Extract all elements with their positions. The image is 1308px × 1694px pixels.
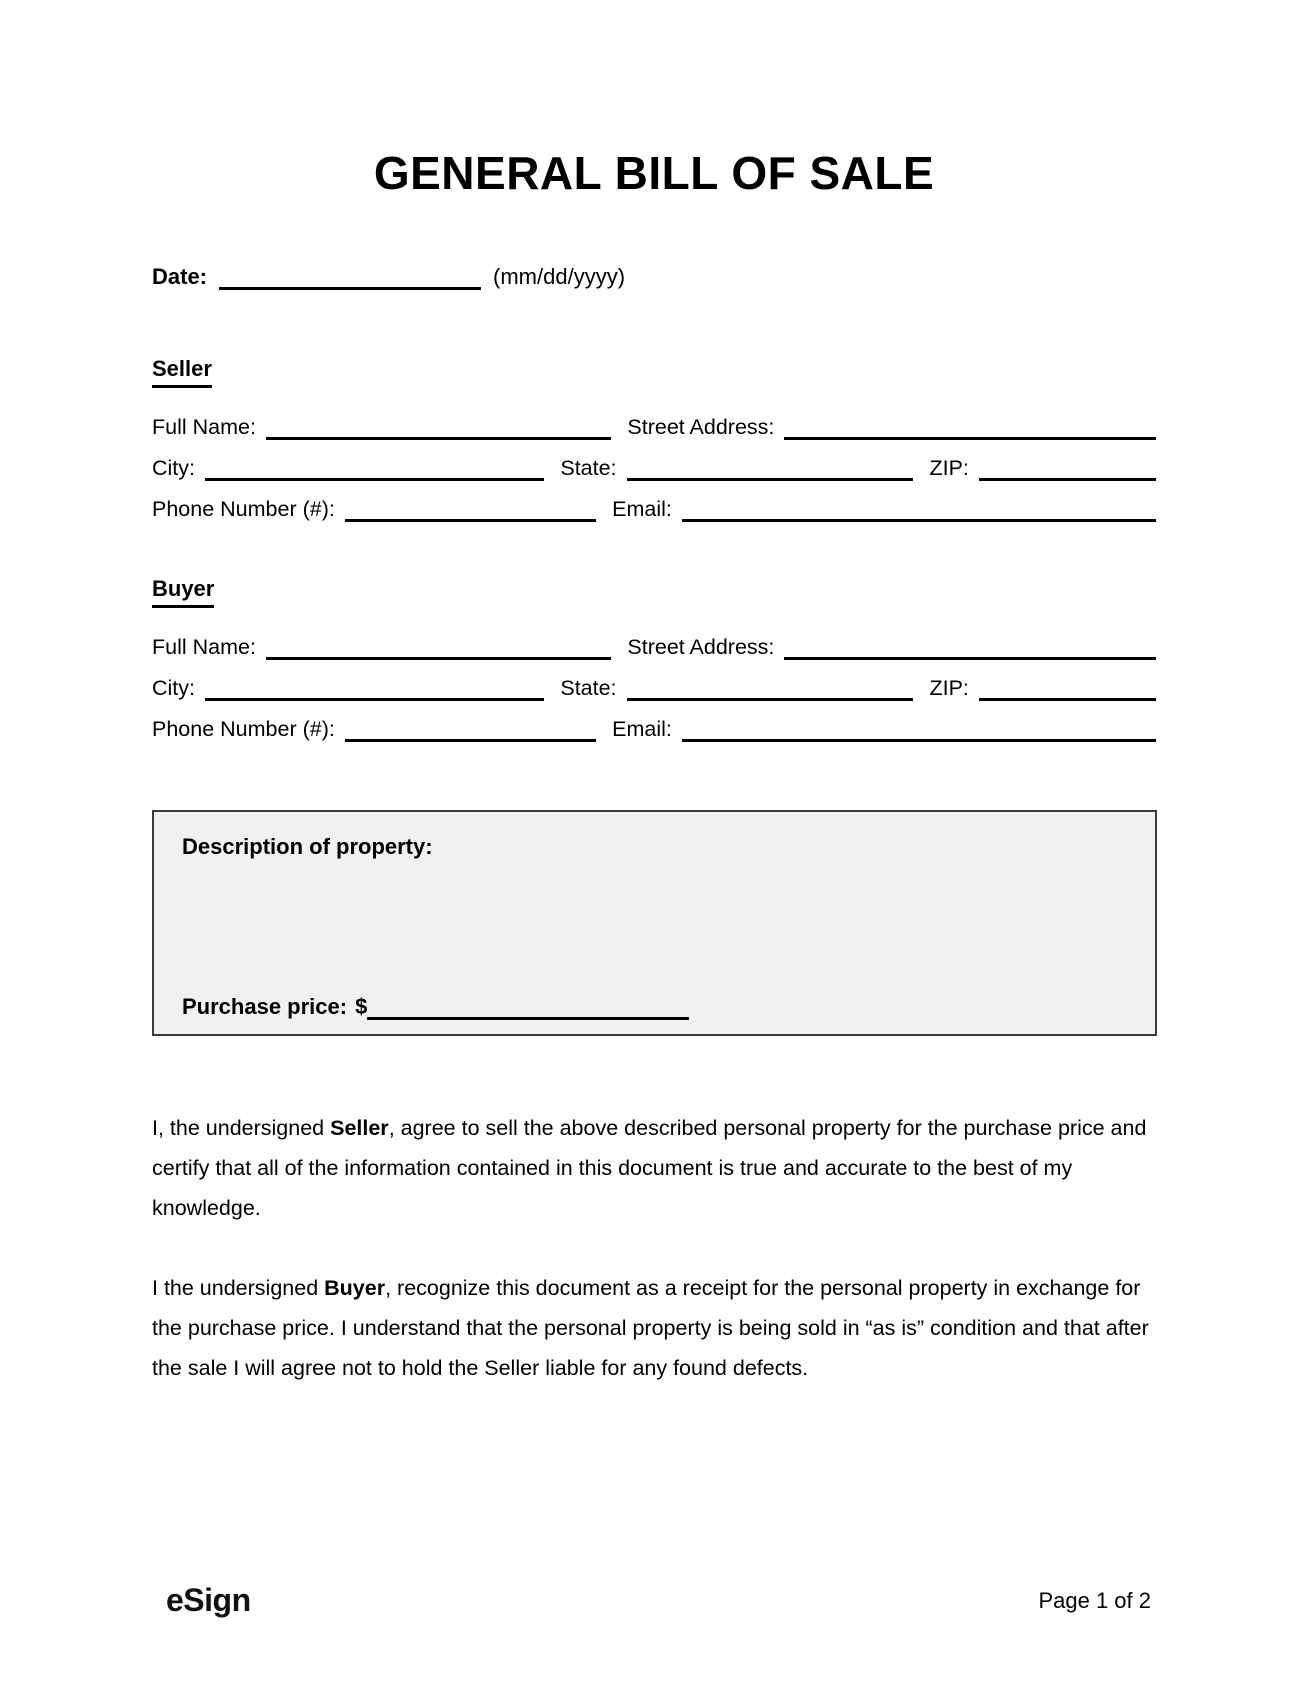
seller-street-address-line[interactable] — [784, 414, 1156, 440]
seller-state-line[interactable] — [627, 455, 914, 481]
purchase-price-label: Purchase price: — [182, 994, 348, 1019]
buyer-agreement-bold-word: Buyer — [324, 1276, 386, 1300]
buyer-heading: Buyer — [152, 576, 214, 608]
buyer-zip-line[interactable] — [979, 675, 1156, 701]
seller-state-label: State: — [560, 456, 617, 480]
buyer-full-name-line[interactable] — [266, 634, 611, 660]
date-row — [152, 264, 625, 290]
buyer-section — [152, 576, 1156, 742]
property-description-label: Description of property: — [182, 834, 433, 859]
seller-phone-line[interactable] — [345, 496, 596, 522]
seller-row-name-address — [152, 412, 1156, 440]
seller-fields — [152, 412, 1156, 522]
seller-agreement-suffix: , agree to sell the above described personal property for the purchase price and certify that all of the information contained in this document is true and accurate to the best of my knowledge. — [152, 1116, 1147, 1220]
purchase-price-row — [182, 994, 689, 1020]
buyer-state-label: State: — [560, 676, 617, 700]
seller-city-line[interactable] — [205, 455, 544, 481]
seller-heading: Seller — [152, 356, 212, 388]
seller-email-label: Email: — [612, 497, 672, 521]
seller-full-name-label: Full Name: — [152, 415, 256, 439]
buyer-fields — [152, 632, 1156, 742]
seller-zip-label: ZIP: — [929, 456, 969, 480]
date-fill-line[interactable] — [219, 266, 481, 290]
seller-full-name-line[interactable] — [266, 414, 611, 440]
page-title: GENERAL BILL OF SALE — [373, 147, 935, 199]
buyer-email-line[interactable] — [682, 716, 1156, 742]
seller-row-phone-email — [152, 494, 1156, 522]
buyer-state-line[interactable] — [627, 675, 914, 701]
seller-email-line[interactable] — [682, 496, 1156, 522]
seller-section — [152, 356, 1156, 522]
seller-agreement-prefix: I, the undersigned — [152, 1116, 331, 1140]
seller-zip-line[interactable] — [979, 455, 1156, 481]
seller-agreement-paragraph — [152, 1108, 1158, 1228]
seller-city-label: City: — [152, 456, 195, 480]
seller-agreement-bold-word: Seller — [330, 1116, 389, 1140]
date-format-hint: (mm/dd/yyyy) — [493, 264, 626, 289]
buyer-agreement-paragraph — [152, 1268, 1158, 1388]
buyer-row-name-address — [152, 632, 1156, 660]
buyer-row-city-state-zip — [152, 673, 1156, 701]
property-description-area[interactable] — [182, 872, 1127, 964]
buyer-full-name-label: Full Name: — [152, 635, 256, 659]
buyer-row-phone-email — [152, 714, 1156, 742]
seller-street-address-label: Street Address: — [627, 415, 775, 439]
esign-logo: eSign — [166, 1582, 251, 1618]
purchase-price-line[interactable] — [367, 996, 689, 1020]
buyer-phone-line[interactable] — [345, 716, 596, 742]
buyer-city-line[interactable] — [205, 675, 544, 701]
page-indicator: Page 1 of 2 — [1038, 1588, 1151, 1613]
buyer-street-address-label: Street Address: — [627, 635, 775, 659]
property-description-box — [152, 810, 1157, 1036]
buyer-city-label: City: — [152, 676, 195, 700]
seller-phone-label: Phone Number (#): — [152, 497, 335, 521]
buyer-email-label: Email: — [612, 717, 672, 741]
date-label: Date: — [152, 264, 208, 289]
seller-row-city-state-zip — [152, 453, 1156, 481]
buyer-zip-label: ZIP: — [929, 676, 969, 700]
buyer-street-address-line[interactable] — [784, 634, 1156, 660]
buyer-phone-label: Phone Number (#): — [152, 717, 335, 741]
buyer-agreement-prefix: I the undersigned — [152, 1276, 325, 1300]
buyer-agreement-suffix: , recognize this document as a receipt for the personal property in exchange for the purchase price. I understand that the personal property is being sold in “as is” condition and that after the sale I will agree not to hold the Seller liable for any found defects. — [152, 1276, 1149, 1380]
currency-symbol: $ — [355, 994, 368, 1019]
